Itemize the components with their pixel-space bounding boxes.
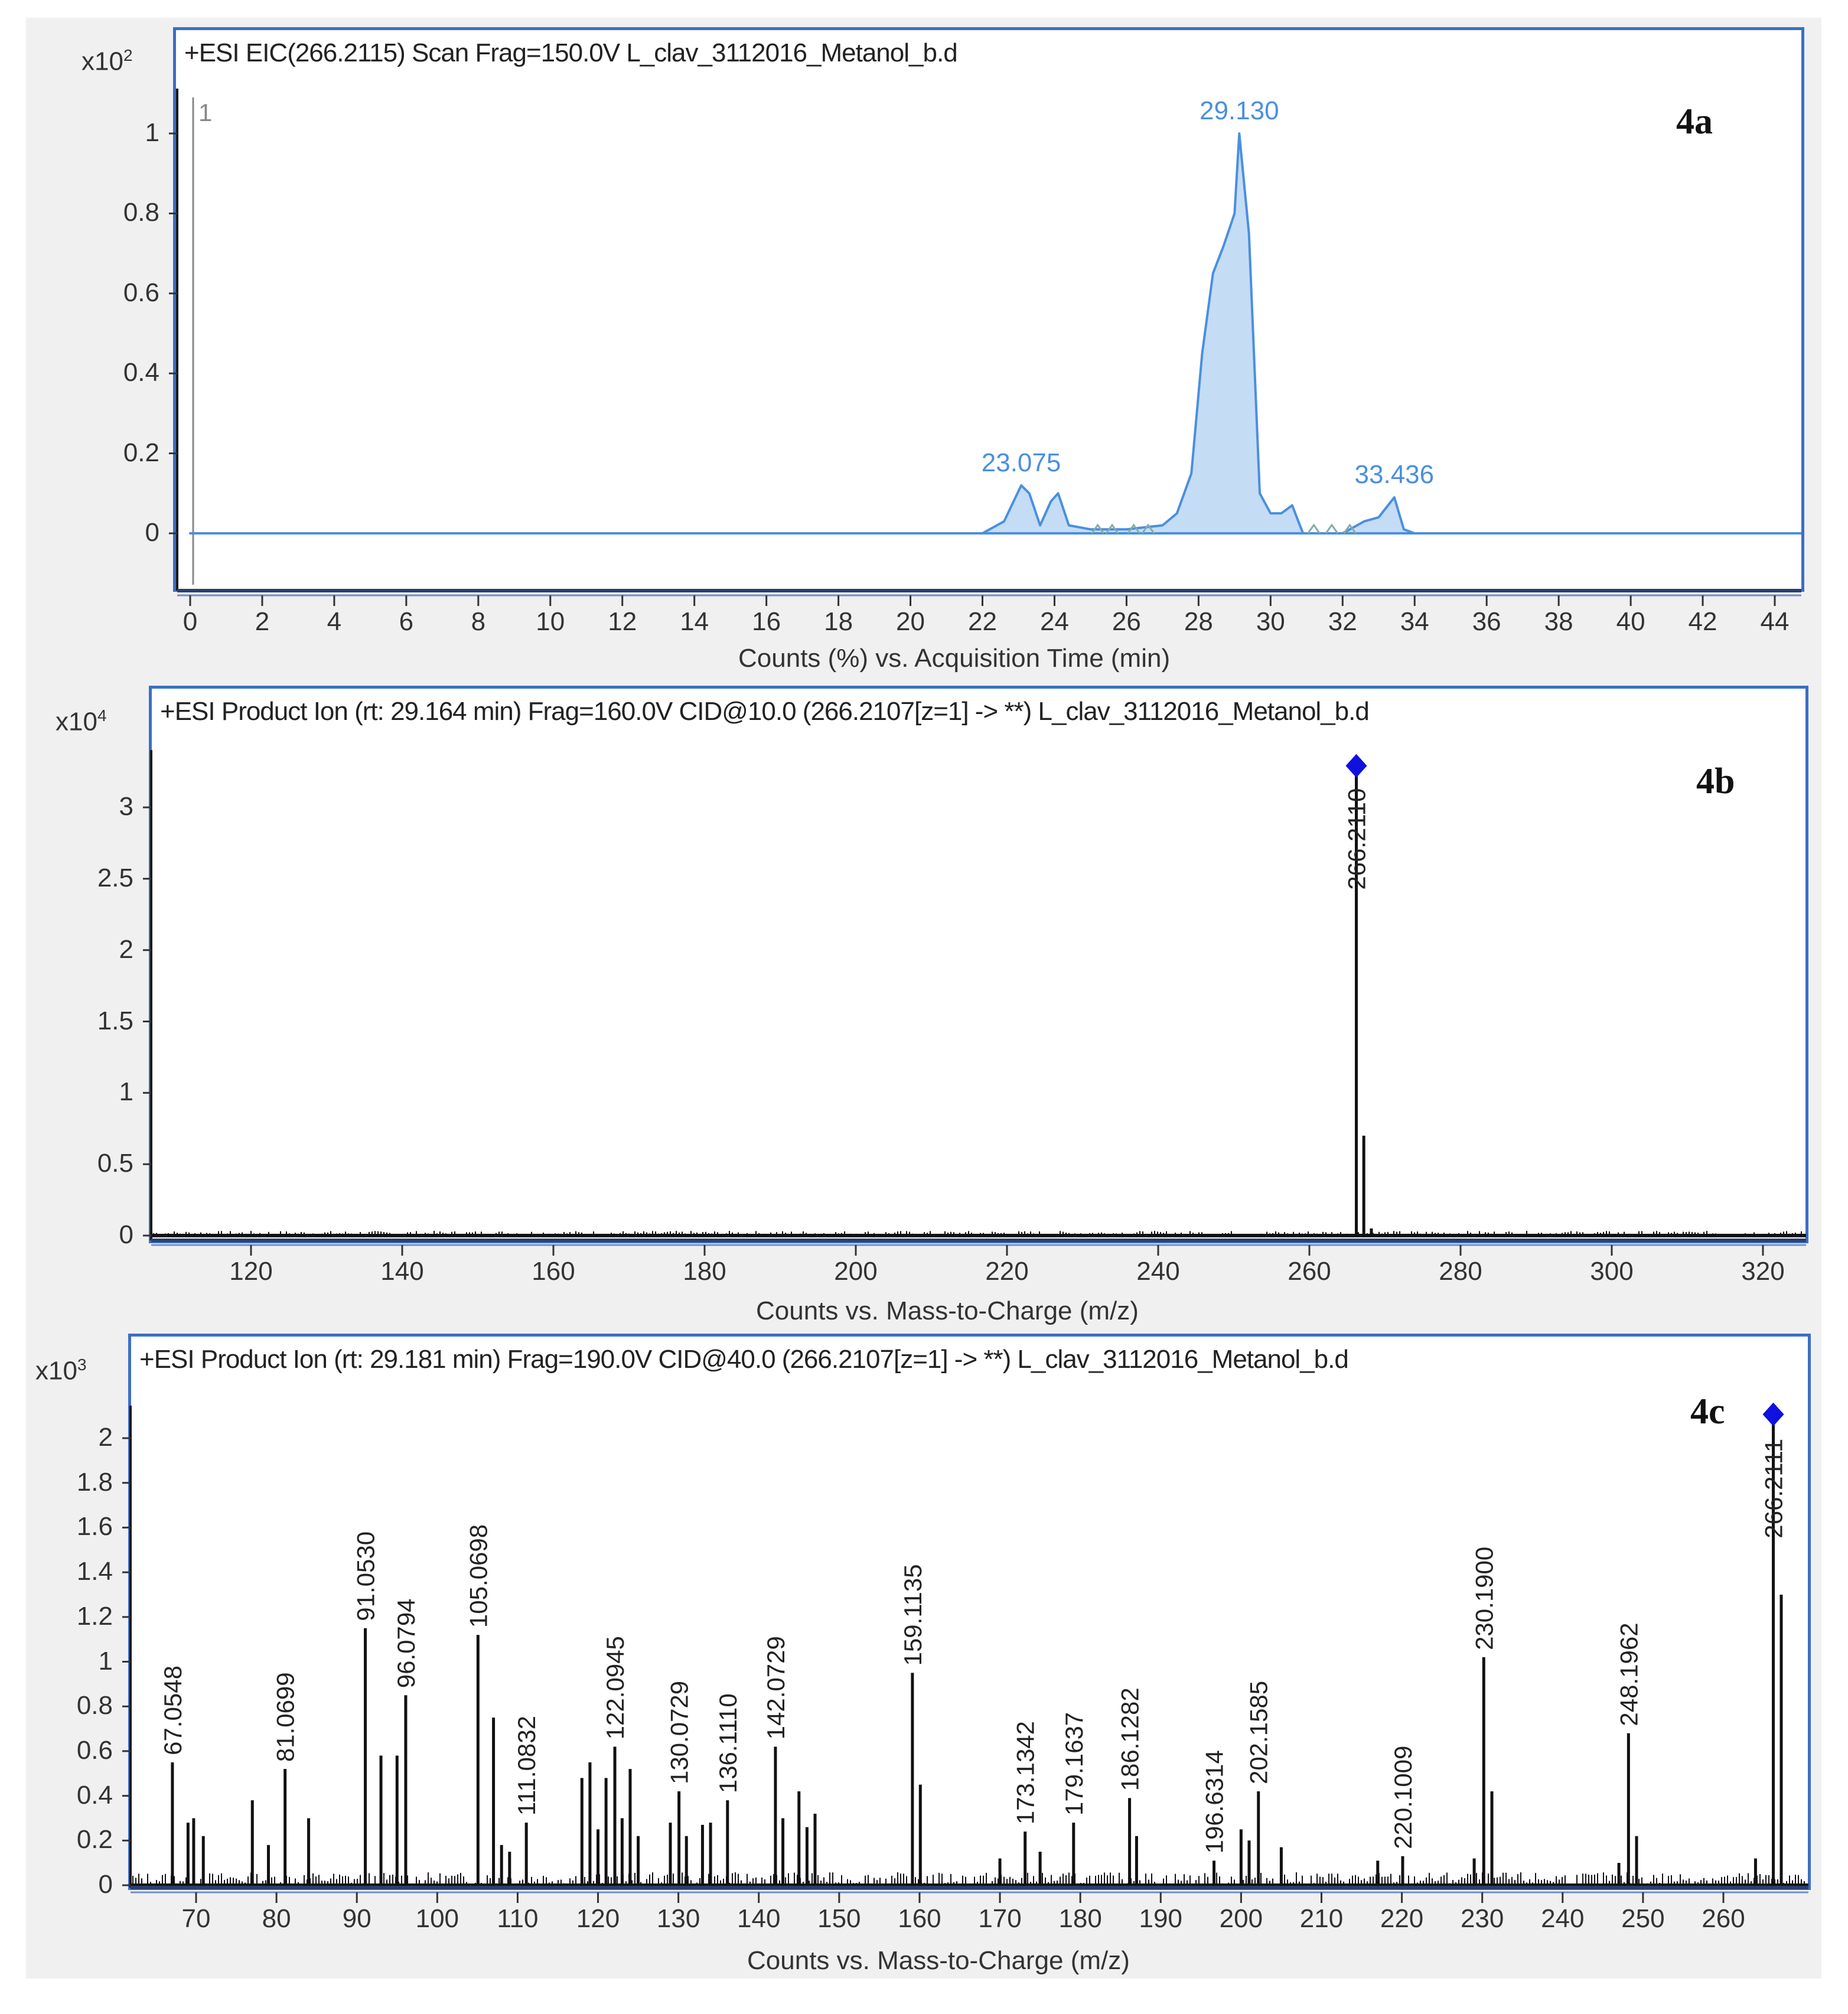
x-tick-label: 6 (399, 607, 414, 636)
x-tick-label: 320 (1741, 1257, 1785, 1286)
y-tick-label: 0.5 (97, 1149, 133, 1178)
y-tick-label: 0.8 (123, 198, 159, 227)
x-tick-label: 22 (968, 607, 997, 636)
x-tick-label: 220 (985, 1257, 1029, 1286)
x-tick-label: 130 (656, 1904, 700, 1933)
x-tick-label: 18 (824, 607, 853, 636)
exponent-base: x10 (35, 1356, 77, 1386)
x-tick-label: 36 (1472, 607, 1501, 636)
peak-label: 23.075 (981, 448, 1061, 477)
panel-tag: 4c (1690, 1391, 1725, 1432)
precursor-diamond-icon (1763, 1403, 1784, 1426)
plot-title: +ESI Product Ion (rt: 29.181 min) Frag=190.0V CID@40.0 (266.2107[z=1] -> **) L_clav_3112016_Metanol_b.d (139, 1345, 1348, 1374)
peak-mz-label: 142.0729 (761, 1636, 790, 1740)
x-tick-label: 120 (576, 1904, 620, 1933)
plot-title: +ESI EIC(266.2115) Scan Frag=150.0V L_clav_3112016_Metanol_b.d (184, 38, 957, 67)
y-tick-label: 0.2 (123, 438, 159, 467)
x-axis-title: Counts vs. Mass-to-Charge (m/z) (747, 1946, 1130, 1975)
peak-mz-label: 136.1110 (713, 1693, 742, 1794)
y-tick-label: 2 (98, 1423, 113, 1452)
y-tick-label: 0 (145, 518, 159, 547)
exponent-base: x10 (56, 707, 97, 736)
exponent-base: x10 (82, 47, 123, 76)
y-tick-label: 1 (98, 1646, 113, 1676)
x-tick-label: 100 (415, 1904, 459, 1933)
peak-mz-label: 91.0530 (351, 1531, 380, 1621)
x-tick-label: 44 (1760, 607, 1790, 636)
x-tick-label: 260 (1702, 1904, 1745, 1933)
x-tick-label: 4 (327, 607, 342, 636)
x-tick-label: 70 (181, 1904, 211, 1933)
x-tick-label: 40 (1616, 607, 1645, 636)
y-tick-label: 0.8 (76, 1691, 113, 1720)
x-tick-label: 20 (896, 607, 925, 636)
x-tick-label: 90 (342, 1904, 371, 1933)
y-tick-label: 1 (119, 1077, 133, 1107)
y-tick-label: 2 (119, 934, 133, 964)
peak-mz-label: 122.0945 (601, 1636, 630, 1740)
x-tick-label: 34 (1400, 607, 1429, 636)
x-tick-label: 280 (1439, 1257, 1482, 1286)
x-tick-label: 120 (229, 1257, 273, 1286)
exponent-power: 3 (77, 1355, 87, 1374)
x-tick-label: 190 (1139, 1904, 1182, 1933)
y-tick-label: 0 (119, 1220, 133, 1249)
x-tick-label: 200 (1219, 1904, 1263, 1933)
x-tick-label: 250 (1621, 1904, 1665, 1933)
y-tick-label: 0.4 (123, 358, 159, 387)
x-axis-title: Counts (%) vs. Acquisition Time (min) (738, 644, 1171, 673)
x-tick-label: 110 (497, 1904, 539, 1933)
x-tick-label: 24 (1039, 607, 1069, 636)
x-tick-label: 140 (737, 1904, 781, 1933)
x-tick-label: 28 (1184, 607, 1213, 636)
x-tick-label: 80 (262, 1904, 291, 1933)
peak-mz-label: 220.1009 (1389, 1745, 1417, 1849)
x-tick-label: 26 (1112, 607, 1141, 636)
y-tick-label: 1.4 (76, 1557, 113, 1586)
x-tick-label: 240 (1541, 1904, 1585, 1933)
peak-mz-label: 202.1585 (1244, 1680, 1273, 1785)
x-tick-label: 16 (752, 607, 781, 636)
peak-mz-label: 81.0699 (271, 1672, 299, 1762)
peak-mz-label: 248.1962 (1615, 1622, 1643, 1726)
x-tick-label: 42 (1688, 607, 1717, 636)
peak-mz-label: 173.1342 (1011, 1720, 1039, 1825)
y-tick-label: 0.2 (76, 1825, 113, 1855)
x-tick-label: 0 (182, 607, 198, 636)
x-tick-label: 140 (380, 1257, 424, 1286)
peak-label: 29.130 (1199, 96, 1279, 125)
y-tick-label: 1.6 (76, 1512, 113, 1542)
x-tick-label: 32 (1328, 607, 1357, 636)
y-tick-label: 1.2 (76, 1601, 113, 1631)
peak-mz-label: 179.1637 (1060, 1712, 1088, 1816)
panel-tag: 4b (1696, 761, 1735, 801)
x-tick-label: 30 (1256, 607, 1285, 636)
x-axis-title: Counts vs. Mass-to-Charge (m/z) (756, 1296, 1139, 1325)
exponent-power: 4 (97, 706, 107, 725)
y-tick-label: 3 (119, 792, 133, 821)
peak-mz-label: 186.1282 (1116, 1687, 1144, 1791)
peak-mz-label: 105.0698 (464, 1524, 493, 1628)
x-tick-label: 230 (1460, 1904, 1504, 1933)
y-tick-label: 2.5 (97, 863, 133, 892)
y-tick-label: 0 (98, 1870, 113, 1899)
x-tick-label: 14 (680, 607, 709, 636)
y-tick-label: 0.6 (123, 278, 159, 307)
x-tick-label: 8 (471, 607, 486, 636)
x-tick-label: 2 (255, 607, 270, 636)
exponent-power: 2 (123, 46, 133, 64)
x-tick-label: 220 (1380, 1904, 1424, 1933)
peak-mz-label: 159.1135 (898, 1564, 927, 1666)
x-tick-label: 300 (1590, 1257, 1634, 1286)
peak-mz-label: 96.0794 (392, 1598, 420, 1689)
peak-label: 33.436 (1354, 460, 1435, 490)
x-tick-label: 200 (834, 1257, 878, 1286)
x-tick-label: 150 (817, 1904, 861, 1933)
peak-mz-label: 111.0832 (513, 1716, 541, 1816)
svg-text:1: 1 (198, 99, 213, 126)
y-tick-label: 0.4 (76, 1780, 113, 1810)
x-tick-label: 160 (898, 1904, 941, 1933)
x-tick-label: 240 (1136, 1257, 1180, 1286)
y-tick-label: 1.5 (97, 1006, 133, 1035)
x-tick-label: 12 (608, 607, 637, 636)
y-tick-label: 0.6 (76, 1735, 113, 1765)
x-tick-label: 170 (978, 1904, 1022, 1933)
x-tick-label: 160 (532, 1257, 575, 1286)
x-tick-label: 210 (1299, 1904, 1344, 1933)
x-tick-label: 38 (1544, 607, 1573, 636)
x-tick-label: 10 (536, 607, 565, 636)
peak-mz-label: 196.6314 (1200, 1750, 1228, 1854)
peak-mz-label: 230.1900 (1470, 1546, 1498, 1650)
peak-mz-label: 67.0548 (158, 1665, 187, 1755)
panel-tag: 4a (1676, 102, 1713, 142)
peak-mz-label: 266.2110 (1342, 788, 1371, 890)
x-tick-label: 260 (1288, 1257, 1331, 1286)
y-tick-label: 1 (145, 118, 159, 147)
y-tick-label: 1.8 (76, 1467, 113, 1497)
x-tick-label: 180 (1058, 1904, 1102, 1933)
peak-mz-label: 130.0729 (665, 1680, 693, 1785)
peak-mz-label: 266.2111 (1759, 1438, 1788, 1539)
x-tick-label: 180 (683, 1257, 726, 1286)
plot-title: +ESI Product Ion (rt: 29.164 min) Frag=160.0V CID@10.0 (266.2107[z=1] -> **) L_clav_3112016_Metanol_b.d (160, 697, 1369, 726)
